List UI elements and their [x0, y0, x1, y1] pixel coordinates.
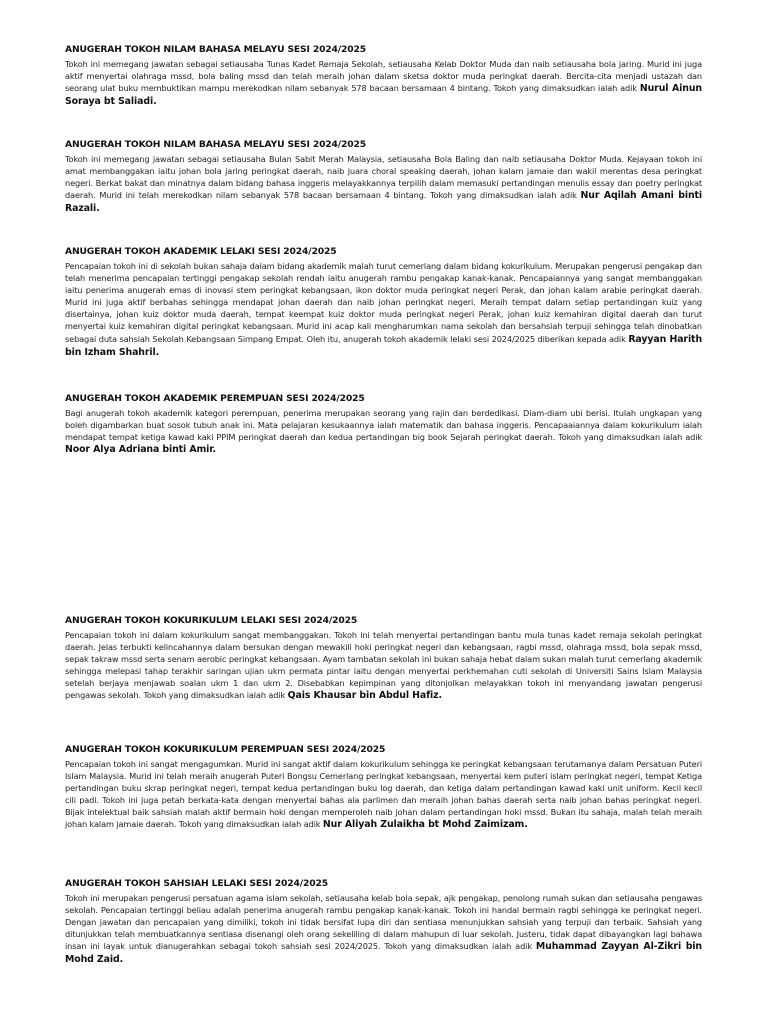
section-title: ANUGERAH TOKOH NILAM BAHASA MELAYU SESI 2024/2025 — [65, 44, 366, 55]
section-text: Tokoh ini memegang jawatan sebagai setiausaha Tunas Kadet Remaja Sekolah, setiausaha Kelab Doktor Muda dan naib setiausaha bola jaring. Murid ini juga aktif menyertai olahraga mssd, bola baling mssd dan telah meraih johan dalam sketsa doktor muda peringkat daerah. Bercita-cita menjadi ustazah dan seorang ulat buku membuktikan mampu merekodkan nilam sebanyak 578 bacaan bersamaan 4 bintang. Tokoh yang dimaksudkan ialah adik — [65, 59, 702, 94]
section-text: Pencapaian tokoh ini sangat mengagumkan. Murid ini sangat aktif dalam kokurikulum sehingga ke peringkat kebangsaan terutamanya dalam Persatuan Puteri Islam Malaysia. Murid ini telah meraih anugerah Puteri Bongsu Cemerlang peringkat kebangsaan, menyertai kem puteri islam peringkat negeri, tempat Ketiga pertandingan buku skrap peringkat negeri, tempat kedua pertandingan buku log daerah, dan ketiga dalam pertandingan kawad kaki unit uniform. Kecil kecil cili padi. Tokoh ini juga petah berkata-kata dengan menyertai bahas ala parlimen dan meraih johan bahas daerah serta naib johan bahas peringkat negeri. Bijak intelektual baik sahsiah malah aktif bermain hoki dengan memperoleh naib johan dalam pertandingan hoki mssd. Bukan itu sahaja, malah telah meraih johan kalam jamaie daerah. Tokoh yang dimaksudkan ialah adik — [65, 759, 702, 830]
section-body — [65, 892, 702, 967]
section-body — [65, 260, 702, 359]
recipient-name: Nur Aliyah Zulaikha bt Mohd Zaimizam. — [322, 819, 528, 831]
section-text: Pencapaian tokoh ini dalam kokurikulum sangat membanggakan. Tokoh ini telah menyertai pertandingan bantu mula tunas kadet remaja sekolah peringkat daerah. Jelas terbukti kelincahannya dalam bersukan dengan mewakili hoki peringkat negeri dan kebangsaan, ragbi mssd, olahraga mssd, bola sepak mssd, sepak takraw mssd serta senam aerobic peringkat kebangsaan. Ayam tambatan sekolah ini bukan sahaja hebat dalam sukan malah turut cemerlang akademik sehingga melepasi tahap terakhir saringan ujian ukm permata pintar iaitu dengan menyertai perkhemahan cuti sekolah di Universiti Sains Islam Malaysia setelah berjaya menjawab soalan ukm 1 dan ukm 2. Disebabkan kepimpinan yang ditonjolkan melayakkan tokoh ini menyandang jawatan pengerusi pengawas sekolah. Tokoh yang dimaksudkan ialah adik — [65, 630, 702, 701]
award-section — [65, 615, 702, 703]
recipient-name: Muhammad Zayyan Al-Zikri bin Mohd Zaid. — [65, 941, 702, 966]
award-section — [65, 744, 702, 832]
section-title: ANUGERAH TOKOH NILAM BAHASA MELAYU SESI 2024/2025 — [65, 139, 366, 150]
recipient-name: Rayyan Harith bin Izham Shahril. — [65, 333, 703, 358]
section-text: Pencapaian tokoh ini di sekolah bukan sahaja dalam bidang akademik malah turut cemerlang dalam bidang kokurikulum. Merupakan pengerusi pengakap dan telah menerima pencapaian tertinggi pengakap sekolah rendah iaitu anugerah rambu pengakap kanak-kanak. Pencapaiannya yang sangat membanggakan iaitu penerima anugerah emas di inovasi stem peringkat kebangsaan, ikon doktor muda peringkat negeri Perak, dan johan kalam arabie peringkat daerah. Murid ini juga aktif berbahas sehingga mendapat johan daerah dan naib johan peringkat negeri. Meraih tempat dalam setiap pertandingan kuiz yang disertainya, johan kuiz doktor muda daerah, tempat keempat kuiz doktor muda peringkat negeri Perak, johan kuiz kemahiran digital daerah dan turut menyertai kuiz kemahiran digital peringkat kebangsaan. Murid ini acap kali mengharumkan nama sekolah dan bersahsiah terpuji sehingga telah dinobatkan sebagai duta sahsiah Sekolah Kebangsaan Simpang Empat. Oleh itu, anugerah tokoh akademik lelaki sesi 2024/2025 diberikan kepada adik — [65, 261, 702, 344]
section-body — [65, 629, 702, 703]
section-title: ANUGERAH TOKOH AKADEMIK PEREMPUAN SESI 2024/2025 — [65, 393, 365, 404]
section-title: ANUGERAH TOKOH KOKURIKULUM PEREMPUAN SESI 2024/2025 — [65, 744, 386, 755]
award-section — [65, 878, 702, 967]
recipient-name: Nurul Ainun Soraya bt Saliadi. — [65, 83, 702, 108]
section-title: ANUGERAH TOKOH KOKURIKULUM LELAKI SESI 2024/2025 — [65, 615, 358, 626]
recipient-name: Qais Khausar bin Abdul Hafiz. — [287, 690, 442, 702]
section-body — [65, 153, 702, 215]
award-section — [65, 393, 702, 456]
section-title: ANUGERAH TOKOH SAHSIAH LELAKI SESI 2024/2025 — [65, 878, 328, 889]
award-section — [65, 139, 702, 215]
section-text: Tokoh ini merupakan pengerusi persatuan agama islam sekolah, setiausaha kelab bola sepak, ajk pengakap, penolong rumah sukan dan setiausaha pengawas sekolah. Pencapaian tertinggi beliau adalah penerima anugerah rambu pengakap kanak-kanak. Tokoh ini handal bermain ragbi sehingga ke peringkat negeri. Dengan jawatan dan pencapaian yang dimiliki, tokoh ini tidak bersifat lupa diri dan sentiasa menunjukkan sahsiah yang terpuji dan terbaik. Sahsiah yang ditunjukkan telah membuatkannya sentiasa disenangi oleh orang sekeliling di dalam mahupun di luar sekolah. Justeru, tidak dapat dibayangkan lagi bahawa insan ini layak untuk dianugerahkan sebagai tokoh sahsiah sesi 2024/2025. Tokoh yang dimaksudkan ialah adik — [65, 893, 702, 952]
section-body — [65, 758, 702, 832]
section-title: ANUGERAH TOKOH AKADEMIK LELAKI SESI 2024/2025 — [65, 246, 337, 257]
section-text: Tokoh ini memegang jawatan sebagai setiausaha Bulan Sabit Merah Malaysia, setiausaha Bola Baling dan naib setiausaha Doktor Muda. Kejayaan tokoh ini amat membanggakan iaitu johan bola jaring peringkat daerah, naib juara choral speaking daerah, johan kalam jamaie dan wakil merentas desa peringkat negeri. Berkat bakat dan minatnya dalam bidang bahasa inggeris melayakkannya terpilih dalam memasuki pertandingan menulis essay dan poetry peringkat daerah. Murid ini telah merekodkan nilam sebanyak 578 bacaan bersamaan 4 bintang. Tokoh yang dimaksudkan ialah adik — [65, 154, 702, 201]
section-body — [65, 407, 702, 456]
section-text: Bagi anugerah tokoh akademik kategori perempuan, penerima merupakan seorang yang rajin dan berdedikasi. Diam-diam ubi berisi. Itulah ungkapan yang boleh digambarkan buat sosok tubuh anak ini. Mata pelajaran kesukaannya ialah matematik dan bahasa inggeris. Pencapaaiannya dalam kokurikulum ialah mendapat tempat ketiga kawad kaki PPIM peringkat daerah dan kedua pertandingan big book Sejarah peringkat daerah. Tokoh yang dimaksudkan ialah adik — [65, 408, 702, 443]
award-section — [65, 44, 702, 108]
award-section — [65, 246, 702, 359]
recipient-name: Noor Alya Adriana binti Amir. — [65, 444, 216, 456]
section-body — [65, 58, 702, 108]
recipient-name: Nur Aqilah Amani binti Razali. — [65, 190, 703, 215]
